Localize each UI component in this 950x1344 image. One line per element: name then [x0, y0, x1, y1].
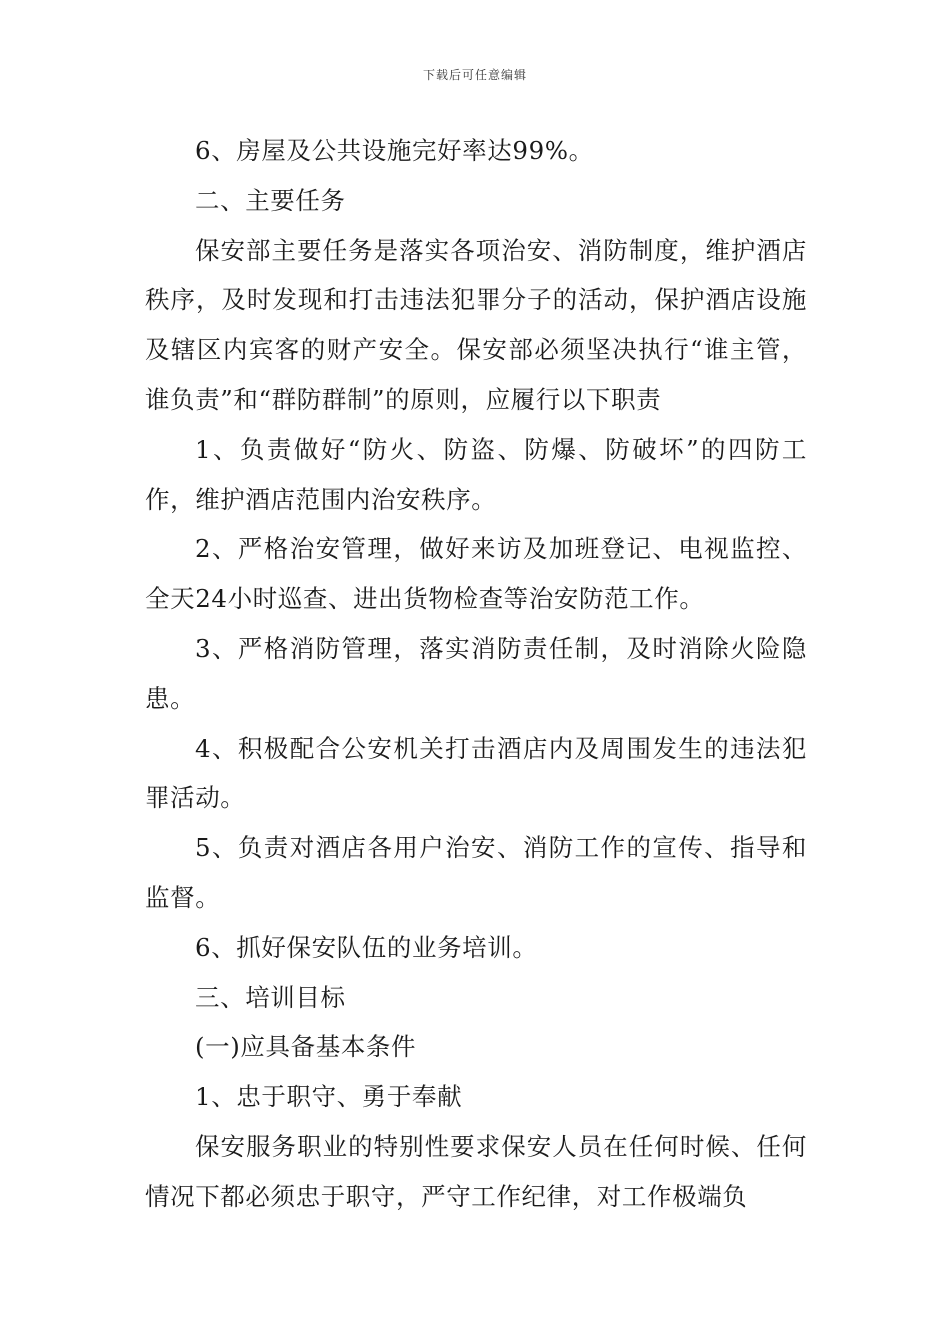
list-item-duty-1: 1、负责做好“防火、防盗、防爆、防破坏”的四防工作，维护酒店范围内治安秩序。 — [145, 434, 807, 514]
paragraph-security-duty: 保安服务职业的特别性要求保安人员在任何时候、任何情况下都必须忠于职守，严守工作纪律，对工作极端负 — [145, 1131, 807, 1211]
list-item-duty-5: 5、负责对酒店各用户治安、消防工作的宣传、指导和监督。 — [145, 833, 807, 912]
paragraph-main-tasks: 保安部主要任务是落实各项治安、消防制度，维护酒店秩序，及时发现和打击违法犯罪分子的活动，保护酒店设施及辖区内宾客的财产安全。保安部必须坚决执行“谁主管，谁负责”和“群防群制”的原则，应履行以下职责 — [145, 235, 807, 414]
page-header: 下载后可任意编辑 — [422, 68, 527, 82]
list-item-duty-6: 6、抓好保安队伍的业务培训。 — [195, 932, 538, 962]
heading-main-tasks: 二、主要任务 — [195, 185, 346, 215]
subheading-basic-conditions: (一)应具备基本条件 — [195, 1032, 417, 1062]
list-item-duty-2: 2、严格治安管理，做好来访及加班登记、电视监控、全天24小时巡查、进出货物检查等治安防范工作。 — [145, 534, 807, 614]
heading-training-goals: 三、培训目标 — [195, 982, 346, 1012]
document-body — [145, 126, 807, 1222]
list-item-condition-1: 1、忠于职守、勇于奉献 — [195, 1082, 463, 1112]
list-item-duty-4: 4、积极配合公安机关打击酒店内及周围发生的违法犯罪活动。 — [145, 733, 807, 813]
paragraph-facility-rate: 6、房屋及公共设施完好率达99%。 — [195, 136, 594, 165]
list-item-duty-3: 3、严格消防管理，落实消防责任制，及时消除火险隐患。 — [145, 633, 807, 713]
